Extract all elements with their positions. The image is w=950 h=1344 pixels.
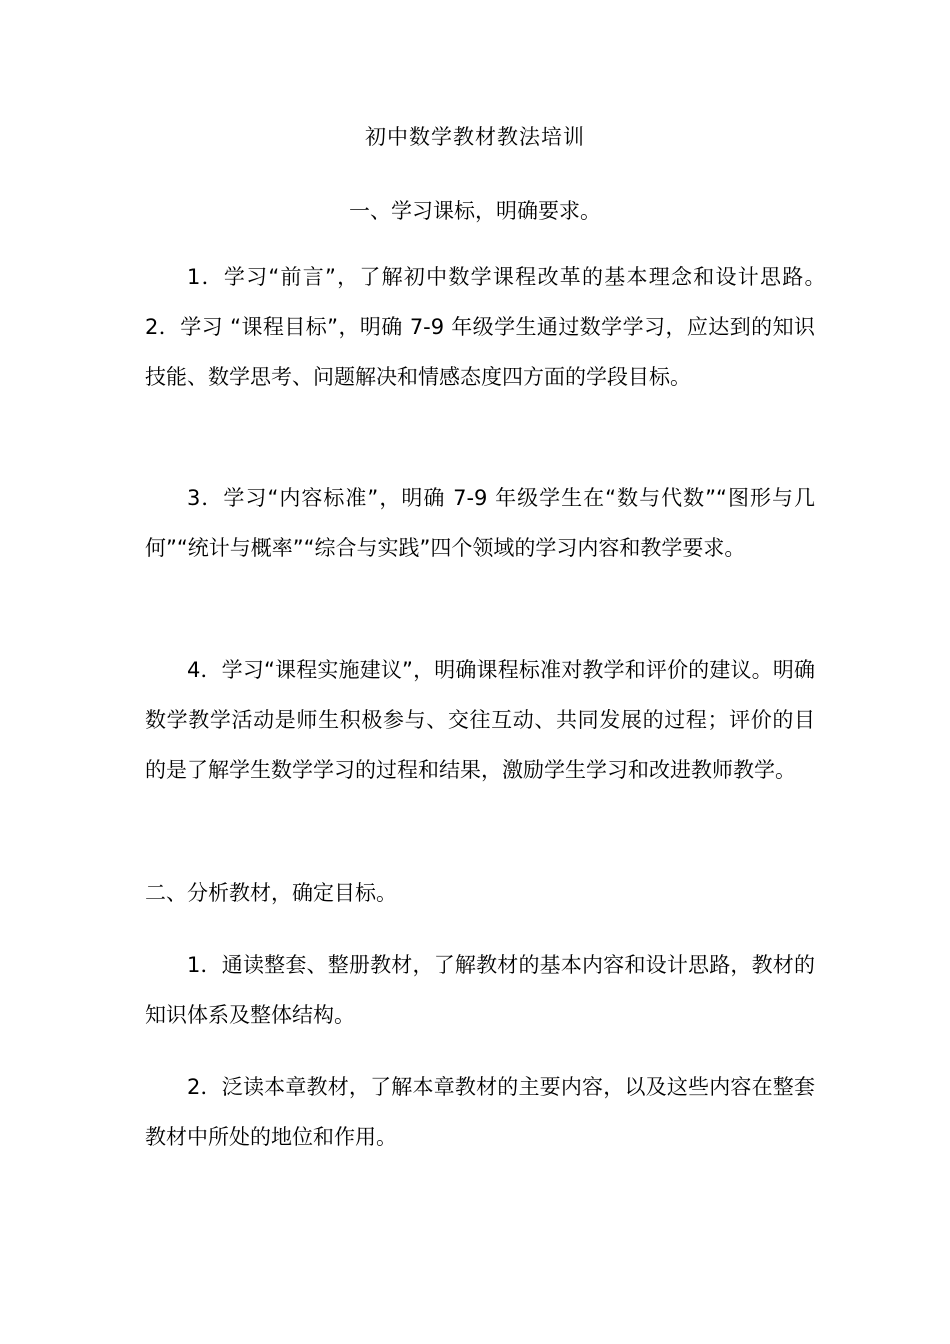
paragraph-1-2: 3．学习“内容标准”，明确 7-9 年级学生在“数与代数”“图形与几何”“统计与概率”“综合与实践”四个领域的学习内容和教学要求。 (145, 486, 815, 560)
document-title: 初中数学教材教法培训 (365, 125, 585, 149)
paragraph-1-1: 1．学习“前言”，了解初中数学课程改革的基本理念和设计思路。 2．学习 “课程目标”，明确 7-9 年级学生通过数学学习，应达到的知识技能、数学思考、问题解决和情感态度四方面的学段目标。 (145, 265, 857, 389)
paragraph-1-3: 4．学习“课程实施建议”，明确课程标准对教学和评价的建议。明确数学教学活动是师生积极参与、交往互动、共同发展的过程；评价的目的是了解学生数学学习的过程和结果，激励学生学习和改进教师教学。 (145, 658, 815, 782)
section-heading-1: 一、学习课标，明确要求。 (349, 199, 601, 223)
section-heading-2: 二、分析教材，确定目标。 (145, 881, 397, 905)
paragraph-2-2: 2．泛读本章教材，了解本章教材的主要内容，以及这些内容在整套教材中所处的地位和作用。 (145, 1075, 815, 1149)
paragraph-2-1: 1．通读整套、整册教材，了解教材的基本内容和设计思路，教材的知识体系及整体结构。 (145, 953, 815, 1027)
